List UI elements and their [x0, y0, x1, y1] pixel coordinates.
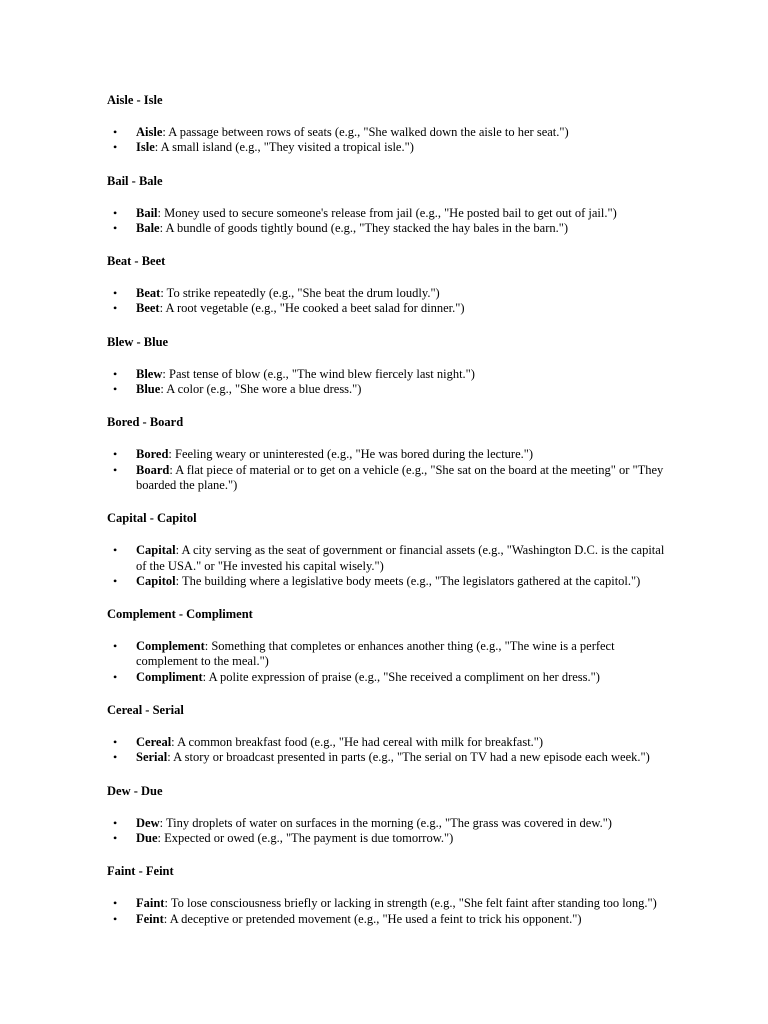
homophone-section [107, 414, 677, 493]
list-item [107, 543, 677, 574]
definition-text: : To strike repeatedly (e.g., "She beat the drum loudly.") [160, 286, 440, 301]
section-heading: Capital - Capitol [107, 511, 197, 526]
definition-text: : To lose consciousness briefly or lacking in strength (e.g., "She felt faint after standing too long.") [164, 896, 657, 911]
term: Beet [136, 301, 160, 316]
homophone-section [107, 173, 677, 237]
list-item [107, 896, 677, 911]
term: Dew [136, 815, 160, 830]
definition-list [107, 816, 677, 847]
definition-text: : Money used to secure someone's release from jail (e.g., "He posted bail to get out of jail.") [157, 205, 617, 220]
section-heading: Dew - Due [107, 783, 163, 798]
list-item [107, 912, 677, 927]
bullet-icon: • [113, 830, 118, 845]
definition-list [107, 447, 677, 493]
list-item [107, 221, 677, 236]
definition-text: : Tiny droplets of water on surfaces in the morning (e.g., "The grass was covered in dew.") [159, 815, 612, 830]
list-item [107, 447, 677, 462]
list-item [107, 206, 677, 221]
definition-text: : A city serving as the seat of government or financial assets (e.g., "Washington D.C. is the capital of the USA." or "He invested his capital wisely.") [136, 543, 665, 573]
bullet-icon: • [113, 573, 118, 588]
definition-text: : The building where a legislative body meets (e.g., "The legislators gathered at the capitol.") [175, 573, 641, 588]
homophone-section [107, 510, 677, 589]
term: Aisle [136, 125, 163, 139]
bullet-icon: • [113, 382, 118, 397]
term: Blew [136, 366, 163, 381]
term: Capitol [136, 573, 176, 588]
term: Faint [136, 896, 165, 911]
term: Compliment [136, 669, 203, 684]
list-item [107, 750, 677, 765]
term: Feint [136, 911, 164, 926]
definition-text: : Something that completes or enhances another thing (e.g., "The wine is a perfect complement to the meal.") [136, 639, 615, 669]
definition-text: : A deceptive or pretended movement (e.g., "He used a feint to trick his opponent.") [163, 911, 582, 926]
bullet-icon: • [113, 750, 118, 765]
list-item [107, 367, 677, 382]
list-item [107, 735, 677, 750]
bullet-icon: • [113, 735, 118, 750]
bullet-icon: • [113, 205, 118, 220]
section-heading: Aisle - Isle [107, 93, 163, 107]
section-heading: Faint - Feint [107, 864, 174, 879]
term: Bale [136, 220, 160, 235]
section-heading: Beat - Beet [107, 254, 166, 269]
bullet-icon: • [113, 911, 118, 926]
term: Capital [136, 543, 176, 558]
bullet-icon: • [113, 815, 118, 830]
list-item [107, 125, 677, 140]
bullet-icon: • [113, 896, 118, 911]
definition-text: : Feeling weary or uninterested (e.g., "He was bored during the lecture.") [168, 447, 534, 462]
bullet-icon: • [113, 543, 118, 558]
definition-text: : A bundle of goods tightly bound (e.g., "They stacked the hay bales in the barn.") [159, 220, 568, 235]
bullet-icon: • [113, 447, 118, 462]
definition-text: : A color (e.g., "She wore a blue dress.") [160, 382, 362, 397]
list-item [107, 463, 677, 494]
term: Complement [136, 639, 205, 654]
definition-list [107, 543, 677, 589]
term: Board [136, 462, 170, 477]
term: Beat [136, 286, 161, 301]
list-item [107, 670, 677, 685]
homophone-section [107, 334, 677, 398]
definition-text: : A flat piece of material or to get on a vehicle (e.g., "She sat on the board at the meeting" or "They boarded the plane.") [136, 462, 664, 492]
bullet-icon: • [113, 669, 118, 684]
list-item [107, 301, 677, 316]
definition-list [107, 735, 677, 766]
definition-text: : A story or broadcast presented in parts (e.g., "The serial on TV had a new episode each week.") [167, 750, 650, 765]
section-heading: Cereal - Serial [107, 703, 184, 718]
term: Cereal [136, 735, 172, 750]
list-item [107, 831, 677, 846]
section-heading: Complement - Compliment [107, 607, 253, 622]
list-item [107, 574, 677, 589]
term: Blue [136, 382, 161, 397]
bullet-icon: • [113, 220, 118, 235]
homophone-section [107, 606, 677, 685]
bullet-icon: • [113, 366, 118, 381]
term: Due [136, 830, 158, 845]
term: Serial [136, 750, 168, 765]
definition-text: : Expected or owed (e.g., "The payment is due tomorrow.") [157, 830, 454, 845]
term: Bored [136, 447, 169, 462]
homophone-section [107, 253, 677, 317]
list-item [107, 382, 677, 397]
definition-text: : A root vegetable (e.g., "He cooked a beet salad for dinner.") [159, 301, 465, 316]
definition-list [107, 125, 677, 156]
homophone-section [107, 783, 677, 847]
term: Isle [136, 140, 155, 155]
definition-list [107, 367, 677, 398]
definition-list [107, 286, 677, 317]
bullet-icon: • [113, 140, 118, 155]
bullet-icon: • [113, 125, 118, 139]
definition-text: : Past tense of blow (e.g., "The wind blew fiercely last night.") [162, 366, 475, 381]
section-heading: Blew - Blue [107, 334, 169, 349]
homophone-section [107, 92, 677, 156]
bullet-icon: • [113, 301, 118, 316]
bullet-icon: • [113, 639, 118, 654]
document-page [107, 92, 677, 944]
bullet-icon: • [113, 286, 118, 301]
definition-text: : A small island (e.g., "They visited a tropical isle.") [154, 140, 414, 155]
homophone-section [107, 863, 677, 927]
definition-text: : A common breakfast food (e.g., "He had cereal with milk for breakfast.") [171, 735, 544, 750]
list-item [107, 140, 677, 155]
bullet-icon: • [113, 462, 118, 477]
list-item [107, 639, 677, 670]
definition-list [107, 639, 677, 685]
term: Bail [136, 205, 158, 220]
definition-text: : A passage between rows of seats (e.g., "She walked down the aisle to her seat.") [162, 125, 569, 139]
homophone-section [107, 702, 677, 766]
list-item [107, 286, 677, 301]
definition-text: : A polite expression of praise (e.g., "She received a compliment on her dress.") [202, 669, 600, 684]
definition-list [107, 896, 677, 927]
list-item [107, 816, 677, 831]
section-heading: Bail - Bale [107, 173, 163, 188]
section-heading: Bored - Board [107, 415, 184, 430]
definition-list [107, 206, 677, 237]
